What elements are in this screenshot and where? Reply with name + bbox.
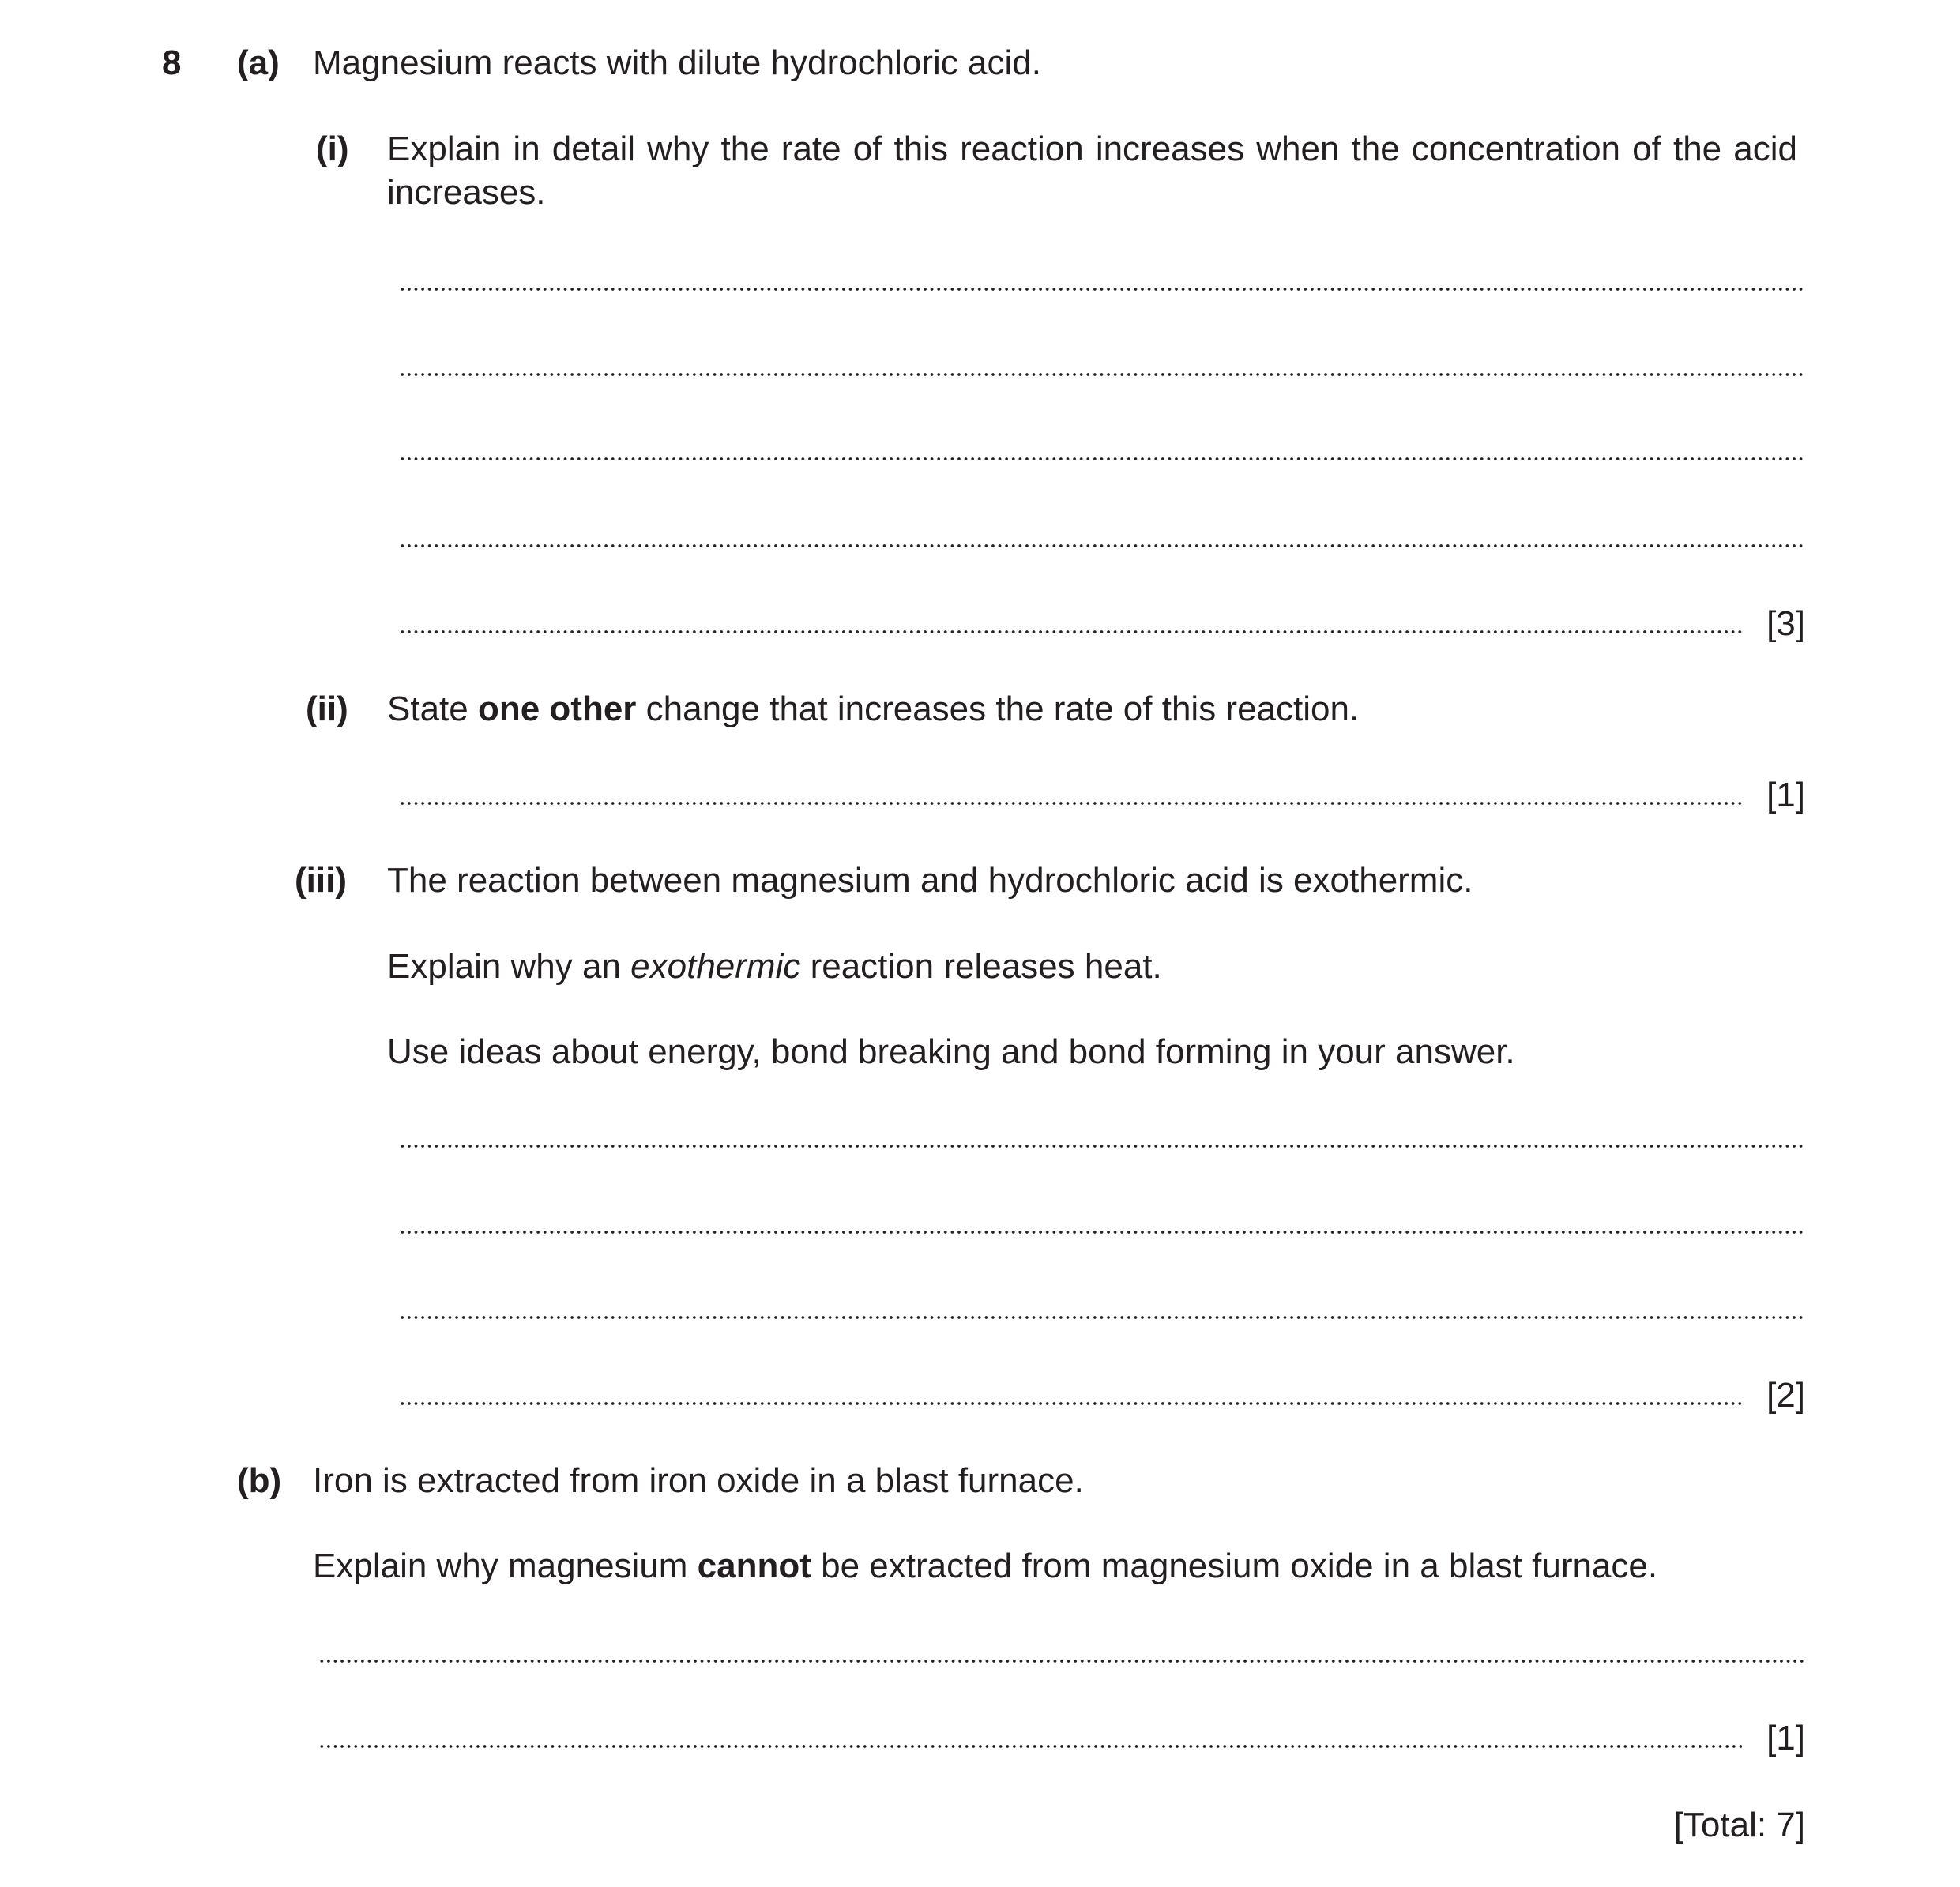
answer-line-b-1[interactable] [318,1659,1805,1663]
sub-i-label: (i) [316,130,349,168]
marks-i: [3] [1766,604,1805,643]
part-a-label: (a) [237,43,280,82]
marks-iii: [2] [1766,1376,1805,1415]
answer-line-i-1[interactable] [399,287,1805,291]
answer-line-iii-3[interactable] [399,1315,1805,1320]
answer-line-i-2[interactable] [399,372,1805,377]
sub-iii-question: Explain why an exothermic reaction releases heat. [387,947,1162,986]
sub-i-question: Explain in detail why the rate of this reaction increases when the concentration of the acid increases. [387,130,1797,212]
question-number: 8 [162,43,182,82]
total-marks: [Total: 7] [1673,1806,1805,1844]
marks-b: [1] [1766,1719,1805,1757]
part-b-statement: Iron is extracted from iron oxide in a blast furnace. [313,1461,1084,1500]
answer-line-i-3[interactable] [399,457,1805,461]
part-b-question: Explain why magnesium cannot be extracted from magnesium oxide in a blast furnace. [313,1547,1658,1585]
answer-line-b-2[interactable] [318,1744,1742,1749]
part-b-label: (b) [237,1461,282,1500]
answer-line-iii-1[interactable] [399,1144,1805,1148]
answer-line-iii-4[interactable] [399,1401,1742,1406]
sub-ii-question: State one other change that increases the rate of this reaction. [387,690,1360,728]
marks-ii: [1] [1766,776,1805,814]
sub-ii-label: (ii) [306,690,348,728]
part-b-emphasis: cannot [697,1547,811,1585]
sub-iii-instruction: Use ideas about energy, bond breaking and bond forming in your answer. [387,1032,1515,1071]
sub-iii-label: (iii) [295,861,347,900]
answer-line-i-5[interactable] [399,630,1742,634]
sub-iii-statement: The reaction between magnesium and hydrochloric acid is exothermic. [387,861,1473,900]
answer-line-iii-2[interactable] [399,1230,1805,1235]
answer-line-ii-1[interactable] [399,801,1742,806]
sub-iii-term: exothermic [630,947,801,986]
answer-line-i-4[interactable] [399,543,1805,548]
sub-ii-emphasis: one other [477,690,637,728]
part-a-stem: Magnesium reacts with dilute hydrochloric acid. [313,43,1041,82]
